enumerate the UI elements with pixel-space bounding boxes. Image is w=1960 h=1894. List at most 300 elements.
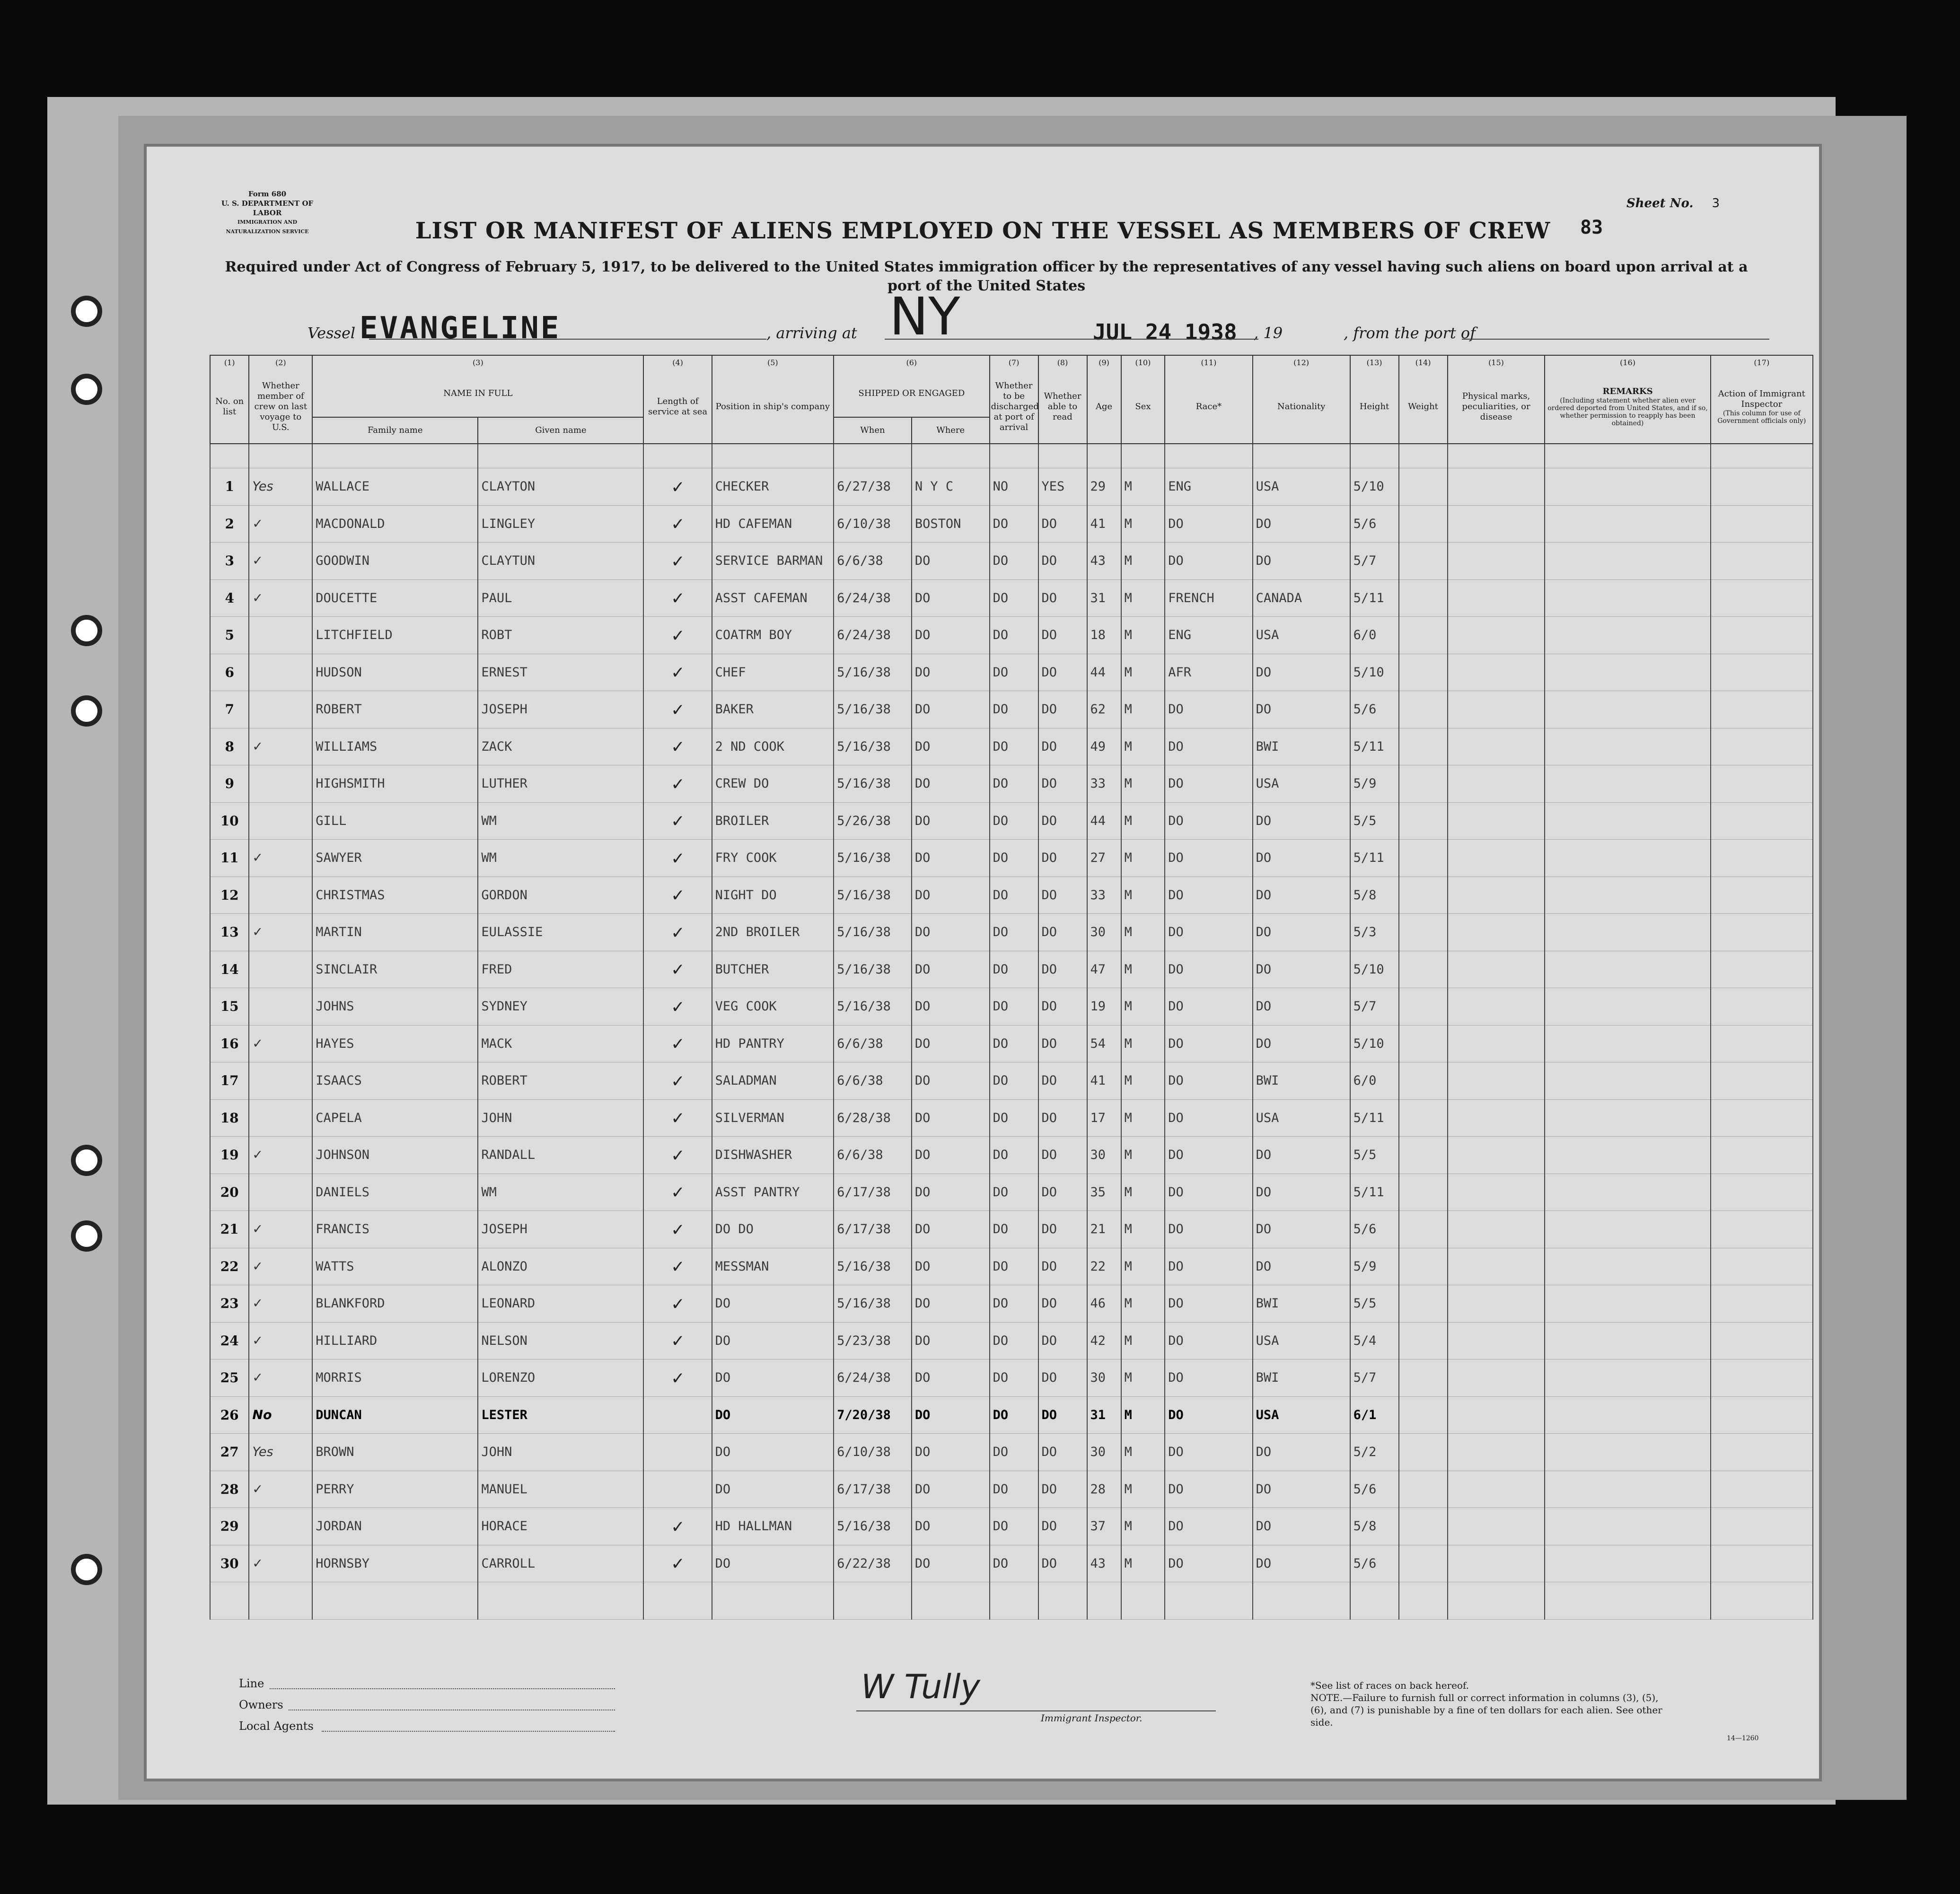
able-to-read: DO: [1038, 691, 1087, 728]
height: 5/8: [1350, 877, 1399, 914]
crew-member-mark: [249, 617, 312, 654]
family-name: SINCLAIR: [312, 951, 478, 988]
age: 31: [1087, 579, 1121, 617]
weight: [1399, 505, 1448, 543]
given-name: PAUL: [478, 579, 643, 617]
position: DO: [712, 1471, 834, 1508]
age: 30: [1087, 1434, 1121, 1471]
table-row: [210, 951, 1813, 988]
shipped-where: DO: [912, 1062, 990, 1100]
age: 31: [1087, 1396, 1121, 1434]
shipped-when: 5/23/38: [834, 1322, 912, 1359]
inspector-action: [1711, 914, 1813, 951]
able-to-read: DO: [1038, 988, 1087, 1026]
crew-member-mark: [249, 1174, 312, 1211]
able-to-read: DO: [1038, 579, 1087, 617]
nationality: BWI: [1253, 1359, 1350, 1397]
nationality: DO: [1253, 1025, 1350, 1062]
empty-cell: [1038, 1582, 1087, 1620]
service-check: ✓: [643, 1211, 712, 1248]
row-number: 19: [210, 1137, 249, 1174]
shipped-where: DO: [912, 765, 990, 803]
col-num: (10): [1121, 355, 1165, 370]
service-check: ✓: [643, 914, 712, 951]
shipped-where: DO: [912, 877, 990, 914]
race: DO: [1165, 840, 1252, 877]
shipped-where: DO: [912, 914, 990, 951]
given-name: WM: [478, 1174, 643, 1211]
able-to-read: DO: [1038, 1359, 1087, 1397]
discharged: DO: [990, 1434, 1038, 1471]
crew-member-mark: [249, 1099, 312, 1137]
family-name: CAPELA: [312, 1099, 478, 1137]
family-name: MACDONALD: [312, 505, 478, 543]
penalty-note: NOTE.—Failure to furnish full or correct information in columns (3), (5), (6), and (7) is punishable by a fine of ten dollars for each alien. See other side.: [1310, 1692, 1662, 1728]
remarks: [1545, 654, 1710, 691]
table-row: [210, 1508, 1813, 1545]
shipped-where: DO: [912, 1285, 990, 1323]
shipped-where: DO: [912, 543, 990, 580]
nationality: USA: [1253, 765, 1350, 803]
age: 18: [1087, 617, 1121, 654]
age: 41: [1087, 505, 1121, 543]
family-name: HILLIARD: [312, 1322, 478, 1359]
family-name: BROWN: [312, 1434, 478, 1471]
physical-marks: [1448, 1396, 1545, 1434]
col-num: (6): [834, 355, 990, 370]
discharged: DO: [990, 914, 1038, 951]
empty-cell: [1121, 1582, 1165, 1620]
sex: M: [1121, 802, 1165, 840]
physical-marks: [1448, 654, 1545, 691]
table-row: [210, 579, 1813, 617]
weight: [1399, 914, 1448, 951]
empty-cell: [1711, 1582, 1813, 1620]
crew-member-mark: No: [249, 1396, 312, 1434]
remarks: [1545, 1174, 1710, 1211]
col-num: (17): [1711, 355, 1813, 370]
nationality: USA: [1253, 1322, 1350, 1359]
discharged: DO: [990, 728, 1038, 765]
header-family-name: Family name: [312, 417, 478, 444]
crew-member-mark: ✓: [249, 728, 312, 765]
table-row: [210, 1025, 1813, 1062]
physical-marks: [1448, 543, 1545, 580]
sex: M: [1121, 1248, 1165, 1285]
blank-row: [210, 1582, 1813, 1620]
height: 5/3: [1350, 914, 1399, 951]
inspector-action: [1711, 654, 1813, 691]
shipped-when: 5/16/38: [834, 1285, 912, 1323]
position: HD HALLMAN: [712, 1508, 834, 1545]
crew-member-mark: ✓: [249, 1211, 312, 1248]
inspector-action: [1711, 840, 1813, 877]
crew-member-mark: ✓: [249, 505, 312, 543]
crew-member-mark: Yes: [249, 468, 312, 506]
remarks: [1545, 1359, 1710, 1397]
crew-member-mark: Yes: [249, 1434, 312, 1471]
height: 5/8: [1350, 1508, 1399, 1545]
given-name: LORENZO: [478, 1359, 643, 1397]
race: DO: [1165, 1062, 1252, 1100]
height: 5/11: [1350, 1174, 1399, 1211]
able-to-read: YES: [1038, 468, 1087, 506]
shipped-where: DO: [912, 654, 990, 691]
height: 5/6: [1350, 1545, 1399, 1582]
nationality: DO: [1253, 1211, 1350, 1248]
remarks: [1545, 468, 1710, 506]
race: AFR: [1165, 654, 1252, 691]
race: DO: [1165, 1025, 1252, 1062]
discharged: DO: [990, 1137, 1038, 1174]
page-title: LIST OR MANIFEST OF ALIENS EMPLOYED ON THE VESSEL AS MEMBERS OF CREW: [415, 218, 1551, 244]
service-check: ✓: [643, 840, 712, 877]
remarks: [1545, 543, 1710, 580]
service-check: ✓: [643, 1248, 712, 1285]
service-check: ✓: [643, 1322, 712, 1359]
page-number: 83: [1580, 217, 1603, 238]
age: 30: [1087, 1359, 1121, 1397]
family-name: WALLACE: [312, 468, 478, 506]
discharged: DO: [990, 1211, 1038, 1248]
nationality: DO: [1253, 914, 1350, 951]
shipped-when: 5/16/38: [834, 988, 912, 1026]
empty-cell: [712, 1582, 834, 1620]
header-length-service: Length of service at sea: [643, 370, 712, 444]
sex: M: [1121, 877, 1165, 914]
header-action: [1711, 370, 1813, 444]
height: 5/11: [1350, 579, 1399, 617]
col-num: (9): [1087, 355, 1121, 370]
col-num: (3): [312, 355, 643, 370]
able-to-read: DO: [1038, 1174, 1087, 1211]
discharged: DO: [990, 505, 1038, 543]
row-number: 1: [210, 468, 249, 506]
position: HD CAFEMAN: [712, 505, 834, 543]
position: DO: [712, 1359, 834, 1397]
date-underline: [1083, 338, 1258, 340]
nationality: USA: [1253, 617, 1350, 654]
crew-member-mark: [249, 765, 312, 803]
sex: M: [1121, 988, 1165, 1026]
given-name: JOSEPH: [478, 1211, 643, 1248]
empty-cell: [1350, 1582, 1399, 1620]
remarks: [1545, 1248, 1710, 1285]
col-num: (13): [1350, 355, 1399, 370]
position: CHEF: [712, 654, 834, 691]
able-to-read: DO: [1038, 914, 1087, 951]
race: DO: [1165, 691, 1252, 728]
col-num: (2): [249, 355, 312, 370]
crew-member-mark: ✓: [249, 1285, 312, 1323]
remarks: [1545, 951, 1710, 988]
position: VEG COOK: [712, 988, 834, 1026]
discharged: DO: [990, 765, 1038, 803]
age: 22: [1087, 1248, 1121, 1285]
arrival-port: NY: [889, 286, 960, 347]
remarks: [1545, 877, 1710, 914]
shipped-when: 6/24/38: [834, 617, 912, 654]
inspector-action: [1711, 802, 1813, 840]
given-name: ERNEST: [478, 654, 643, 691]
position: BAKER: [712, 691, 834, 728]
vessel-name: EVANGELINE: [360, 311, 561, 346]
age: 49: [1087, 728, 1121, 765]
empty-cell: [834, 1582, 912, 1620]
crew-member-mark: ✓: [249, 1471, 312, 1508]
weight: [1399, 1025, 1448, 1062]
physical-marks: [1448, 691, 1545, 728]
remarks: [1545, 1434, 1710, 1471]
shipped-where: DO: [912, 1396, 990, 1434]
nationality: BWI: [1253, 1285, 1350, 1323]
position: SERVICE BARMAN: [712, 543, 834, 580]
row-number: 3: [210, 543, 249, 580]
table-row: [210, 728, 1813, 765]
inspector-action: [1711, 951, 1813, 988]
family-name: MARTIN: [312, 914, 478, 951]
race: DO: [1165, 988, 1252, 1026]
crew-member-mark: ✓: [249, 543, 312, 580]
physical-marks: [1448, 1174, 1545, 1211]
physical-marks: [1448, 1545, 1545, 1582]
sheet-number: [1626, 196, 1720, 210]
family-name: CHRISTMAS: [312, 877, 478, 914]
age: 42: [1087, 1322, 1121, 1359]
sex: M: [1121, 765, 1165, 803]
weight: [1399, 617, 1448, 654]
physical-marks: [1448, 840, 1545, 877]
family-name: JOHNS: [312, 988, 478, 1026]
position: CREW DO: [712, 765, 834, 803]
race: ENG: [1165, 468, 1252, 506]
table-row: [210, 617, 1813, 654]
shipped-when: 5/16/38: [834, 951, 912, 988]
discharged: DO: [990, 840, 1038, 877]
arrival-date-stamp: JUL 24 1938: [1093, 319, 1237, 345]
race: DO: [1165, 1174, 1252, 1211]
inspector-action: [1711, 765, 1813, 803]
age: 44: [1087, 654, 1121, 691]
nationality: CANADA: [1253, 579, 1350, 617]
weight: [1399, 1508, 1448, 1545]
table-row: [210, 1359, 1813, 1397]
vessel-label: Vessel: [308, 324, 356, 342]
service-check: ✓: [643, 1359, 712, 1397]
discharged: DO: [990, 1471, 1038, 1508]
weight: [1399, 543, 1448, 580]
inspector-action: [1711, 691, 1813, 728]
physical-marks: [1448, 1062, 1545, 1100]
crew-rows: [210, 444, 1813, 1619]
shipped-when: 7/20/38: [834, 1396, 912, 1434]
crew-member-mark: [249, 988, 312, 1026]
able-to-read: DO: [1038, 1248, 1087, 1285]
empty-cell: [312, 1582, 478, 1620]
family-name: DOUCETTE: [312, 579, 478, 617]
able-to-read: DO: [1038, 765, 1087, 803]
service-check: ✓: [643, 1062, 712, 1100]
physical-marks: [1448, 728, 1545, 765]
sex: M: [1121, 1396, 1165, 1434]
crew-member-mark: ✓: [249, 1137, 312, 1174]
given-name: ALONZO: [478, 1248, 643, 1285]
given-name: JOHN: [478, 1434, 643, 1471]
physical-marks: [1448, 951, 1545, 988]
inspector-action: [1711, 505, 1813, 543]
header-position: Position in ship's company: [712, 370, 834, 444]
nationality: DO: [1253, 877, 1350, 914]
weight: [1399, 1322, 1448, 1359]
sex: M: [1121, 1471, 1165, 1508]
sex: M: [1121, 1508, 1165, 1545]
header-sex: Sex: [1121, 370, 1165, 444]
given-name: JOSEPH: [478, 691, 643, 728]
punch-hole: [71, 695, 102, 727]
weight: [1399, 1471, 1448, 1508]
weight: [1399, 654, 1448, 691]
remarks: [1545, 1396, 1710, 1434]
shipped-when: 6/6/38: [834, 1137, 912, 1174]
family-name: PERRY: [312, 1471, 478, 1508]
shipped-when: 6/6/38: [834, 1062, 912, 1100]
discharged: DO: [990, 1025, 1038, 1062]
inspector-action: [1711, 1508, 1813, 1545]
col-num: (15): [1448, 355, 1545, 370]
height: 5/6: [1350, 691, 1399, 728]
race: DO: [1165, 951, 1252, 988]
race: DO: [1165, 728, 1252, 765]
service-check: ✓: [643, 654, 712, 691]
shipped-where: DO: [912, 728, 990, 765]
given-name: CARROLL: [478, 1545, 643, 1582]
able-to-read: DO: [1038, 951, 1087, 988]
race: DO: [1165, 1285, 1252, 1323]
sex: M: [1121, 1137, 1165, 1174]
table-row: [210, 1434, 1813, 1471]
given-name: LINGLEY: [478, 505, 643, 543]
nationality: DO: [1253, 1174, 1350, 1211]
race: DO: [1165, 1471, 1252, 1508]
empty-cell: [643, 1582, 712, 1620]
nationality: DO: [1253, 654, 1350, 691]
height: 5/9: [1350, 1248, 1399, 1285]
header-discharged: Whether to be discharged at port of arrival: [990, 370, 1038, 444]
local-agents-label: Local Agents: [239, 1719, 314, 1733]
table-row: [210, 691, 1813, 728]
col-num: (14): [1399, 355, 1448, 370]
sex: M: [1121, 1211, 1165, 1248]
shipped-when: 6/24/38: [834, 1359, 912, 1397]
sheet-value: 3: [1712, 196, 1720, 210]
able-to-read: DO: [1038, 1471, 1087, 1508]
nationality: DO: [1253, 951, 1350, 988]
shipped-when: 5/26/38: [834, 802, 912, 840]
sex: M: [1121, 1434, 1165, 1471]
header-weight: Weight: [1399, 370, 1448, 444]
race: DO: [1165, 1322, 1252, 1359]
shipped-where: DO: [912, 840, 990, 877]
able-to-read: DO: [1038, 877, 1087, 914]
crew-member-mark: [249, 951, 312, 988]
inspector-action: [1711, 1211, 1813, 1248]
discharged: DO: [990, 1285, 1038, 1323]
sex: M: [1121, 1545, 1165, 1582]
manifest-sheet: [147, 147, 1819, 1779]
sex: M: [1121, 1099, 1165, 1137]
inspector-action: [1711, 579, 1813, 617]
shipped-when: 6/10/38: [834, 1434, 912, 1471]
weight: [1399, 877, 1448, 914]
height: 5/7: [1350, 543, 1399, 580]
shipped-where: DO: [912, 1137, 990, 1174]
nationality: DO: [1253, 691, 1350, 728]
remarks: [1545, 579, 1710, 617]
discharged: DO: [990, 988, 1038, 1026]
age: 47: [1087, 951, 1121, 988]
row-number: 29: [210, 1508, 249, 1545]
able-to-read: DO: [1038, 654, 1087, 691]
row-number: 30: [210, 1545, 249, 1582]
height: 5/11: [1350, 1099, 1399, 1137]
punch-hole: [71, 1220, 102, 1252]
race: DO: [1165, 1248, 1252, 1285]
family-name: WILLIAMS: [312, 728, 478, 765]
row-number: 23: [210, 1285, 249, 1323]
weight: [1399, 802, 1448, 840]
height: 6/0: [1350, 1062, 1399, 1100]
row-number: 21: [210, 1211, 249, 1248]
able-to-read: DO: [1038, 1062, 1087, 1100]
shipped-where: DO: [912, 1545, 990, 1582]
header-race: Race*: [1165, 370, 1252, 444]
action-note: (This column for use of Government officials only): [1717, 409, 1806, 425]
table-row: [210, 1471, 1813, 1508]
vessel-underline: [369, 338, 766, 340]
arrival-underline: [885, 338, 1083, 340]
shipped-when: 5/16/38: [834, 691, 912, 728]
shipped-when: 6/17/38: [834, 1471, 912, 1508]
family-name: LITCHFIELD: [312, 617, 478, 654]
inspector-action: [1711, 1396, 1813, 1434]
age: 30: [1087, 914, 1121, 951]
table-row: [210, 1248, 1813, 1285]
physical-marks: [1448, 579, 1545, 617]
weight: [1399, 728, 1448, 765]
position: DO: [712, 1285, 834, 1323]
crew-manifest-table: [210, 355, 1813, 1620]
service-check: ✓: [643, 877, 712, 914]
owners-label: Owners: [239, 1698, 283, 1711]
family-name: ISAACS: [312, 1062, 478, 1100]
department: U. S. DEPARTMENT OF LABOR: [221, 199, 314, 217]
inspector-action: [1711, 1062, 1813, 1100]
row-number: 2: [210, 505, 249, 543]
nationality: DO: [1253, 505, 1350, 543]
service-check: ✓: [643, 505, 712, 543]
sex: M: [1121, 1359, 1165, 1397]
physical-marks: [1448, 1025, 1545, 1062]
given-name: HORACE: [478, 1508, 643, 1545]
empty-cell: [1399, 1582, 1448, 1620]
table-row: [210, 840, 1813, 877]
empty-cell: [1545, 1582, 1710, 1620]
shipped-when: 6/17/38: [834, 1211, 912, 1248]
nationality: USA: [1253, 1396, 1350, 1434]
sex: M: [1121, 1025, 1165, 1062]
age: 41: [1087, 1062, 1121, 1100]
discharged: DO: [990, 543, 1038, 580]
